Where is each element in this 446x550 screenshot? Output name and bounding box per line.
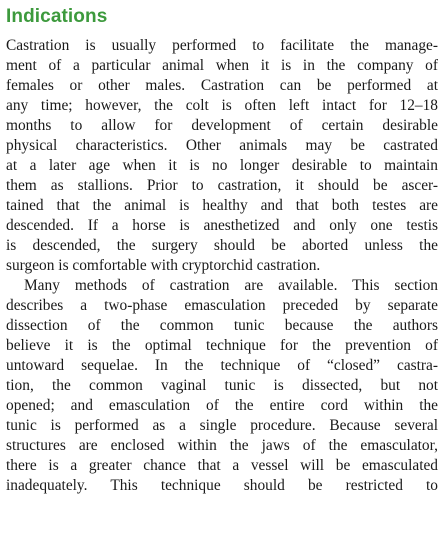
text-line: them as stallions. Prior to castration, it should be ascer- [6,177,438,194]
text-line: descended. If a horse is anesthetized and only one testis [6,217,438,234]
paragraph-1 [6,36,438,276]
text-line: opened; and emasculation of the entire cord within the [6,397,438,414]
text-line: tion, the common vaginal tunic is dissected, but not [6,377,438,394]
text-line: dissection of the common tunic because the authors [6,317,438,334]
text-line: months to allow for development of certain desirable [6,117,438,134]
text-line: females or other males. Castration can be performed at [6,77,438,94]
text-line: untoward sequelae. In the technique of “closed” castra- [6,357,438,374]
text-line: surgeon is comfortable with cryptorchid castration. [6,257,321,274]
text-line: tunic is performed as a single procedure. Because several [6,417,438,434]
text-line: physical characteristics. Other animals may be castrated [6,137,438,154]
text-line: is descended, the surgery should be aborted unless the [6,237,438,254]
text-line: tained that the animal is healthy and that both testes are [6,197,438,214]
text-line: describes a two-phase emasculation preceded by separate [6,297,438,314]
text-line: ment of a particular animal when it is in the company of [6,57,438,74]
paragraph-2 [6,276,438,496]
text-line: there is a greater chance that a vessel will be emasculated [6,457,438,474]
text-line: inadequately. This technique should be restricted to [6,477,438,494]
document-page [6,6,438,496]
text-line: structures are enclosed within the jaws of the emasculator, [6,437,438,454]
section-heading: Indications [6,6,108,27]
text-line: at a later age when it is no longer desirable to maintain [6,157,438,174]
text-line: believe it is the optimal technique for the prevention of [6,337,438,354]
text-line: Castration is usually performed to facilitate the manage- [6,37,438,54]
text-line: any time; however, the colt is often left intact for 12–18 [6,97,438,114]
text-line: Many methods of castration are available. This section [24,277,438,294]
